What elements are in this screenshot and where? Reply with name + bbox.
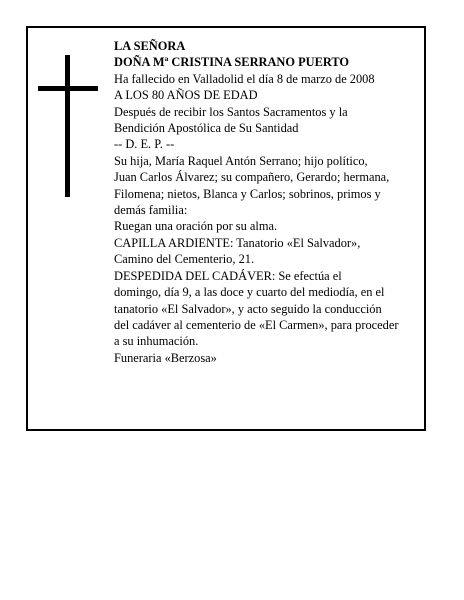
notice-heading: LA SEÑORA — [114, 39, 186, 53]
sacraments-line-1: Después de recibir los Santos Sacramentos y la — [114, 104, 348, 119]
family-line-4: demás familia: — [114, 203, 188, 218]
family-line-1: Su hija, María Raquel Antón Serrano; hijo político, — [114, 153, 368, 168]
farewell-line-3: tanatorio «El Salvador», y acto seguido la conducción — [114, 301, 382, 316]
cross-vertical-bar — [65, 55, 70, 197]
dep-line: -- D. E. P. -- — [114, 137, 175, 152]
chapel-line-1: CAPILLA ARDIENTE: Tanatorio «El Salvador», — [114, 235, 361, 250]
family-line-3: Filomena; nietos, Blanca y Carlos; sobrinos, primos y — [114, 186, 381, 201]
farewell-line-5: a su inhumación. — [114, 334, 199, 349]
deceased-name: DOÑA Mª CRISTINA SERRANO PUERTO — [114, 55, 350, 70]
farewell-line-2: domingo, día 9, a las doce y cuarto del mediodía, en el — [114, 285, 385, 300]
prayer-line: Ruegan una oración por su alma. — [114, 219, 278, 234]
chapel-line-2: Camino del Cementerio, 21. — [114, 252, 255, 267]
sacraments-line-2: Bendición Apostólica de Su Santidad — [114, 121, 299, 136]
cross-horizontal-bar — [38, 86, 98, 91]
farewell-line-4: del cadáver al cementerio de «El Carmen», para proceder — [114, 317, 399, 332]
funeral-home-line: Funeraria «Berzosa» — [114, 350, 217, 365]
farewell-line-1: DESPEDIDA DEL CADÁVER: Se efectúa el — [114, 268, 342, 283]
age-line: A LOS 80 AÑOS DE EDAD — [114, 88, 258, 103]
obituary-text — [114, 38, 434, 366]
family-line-2: Juan Carlos Álvarez; su compañero, Gerardo; hermana, — [114, 170, 390, 185]
death-line: Ha fallecido en Valladolid el día 8 de marzo de 2008 — [114, 71, 375, 86]
